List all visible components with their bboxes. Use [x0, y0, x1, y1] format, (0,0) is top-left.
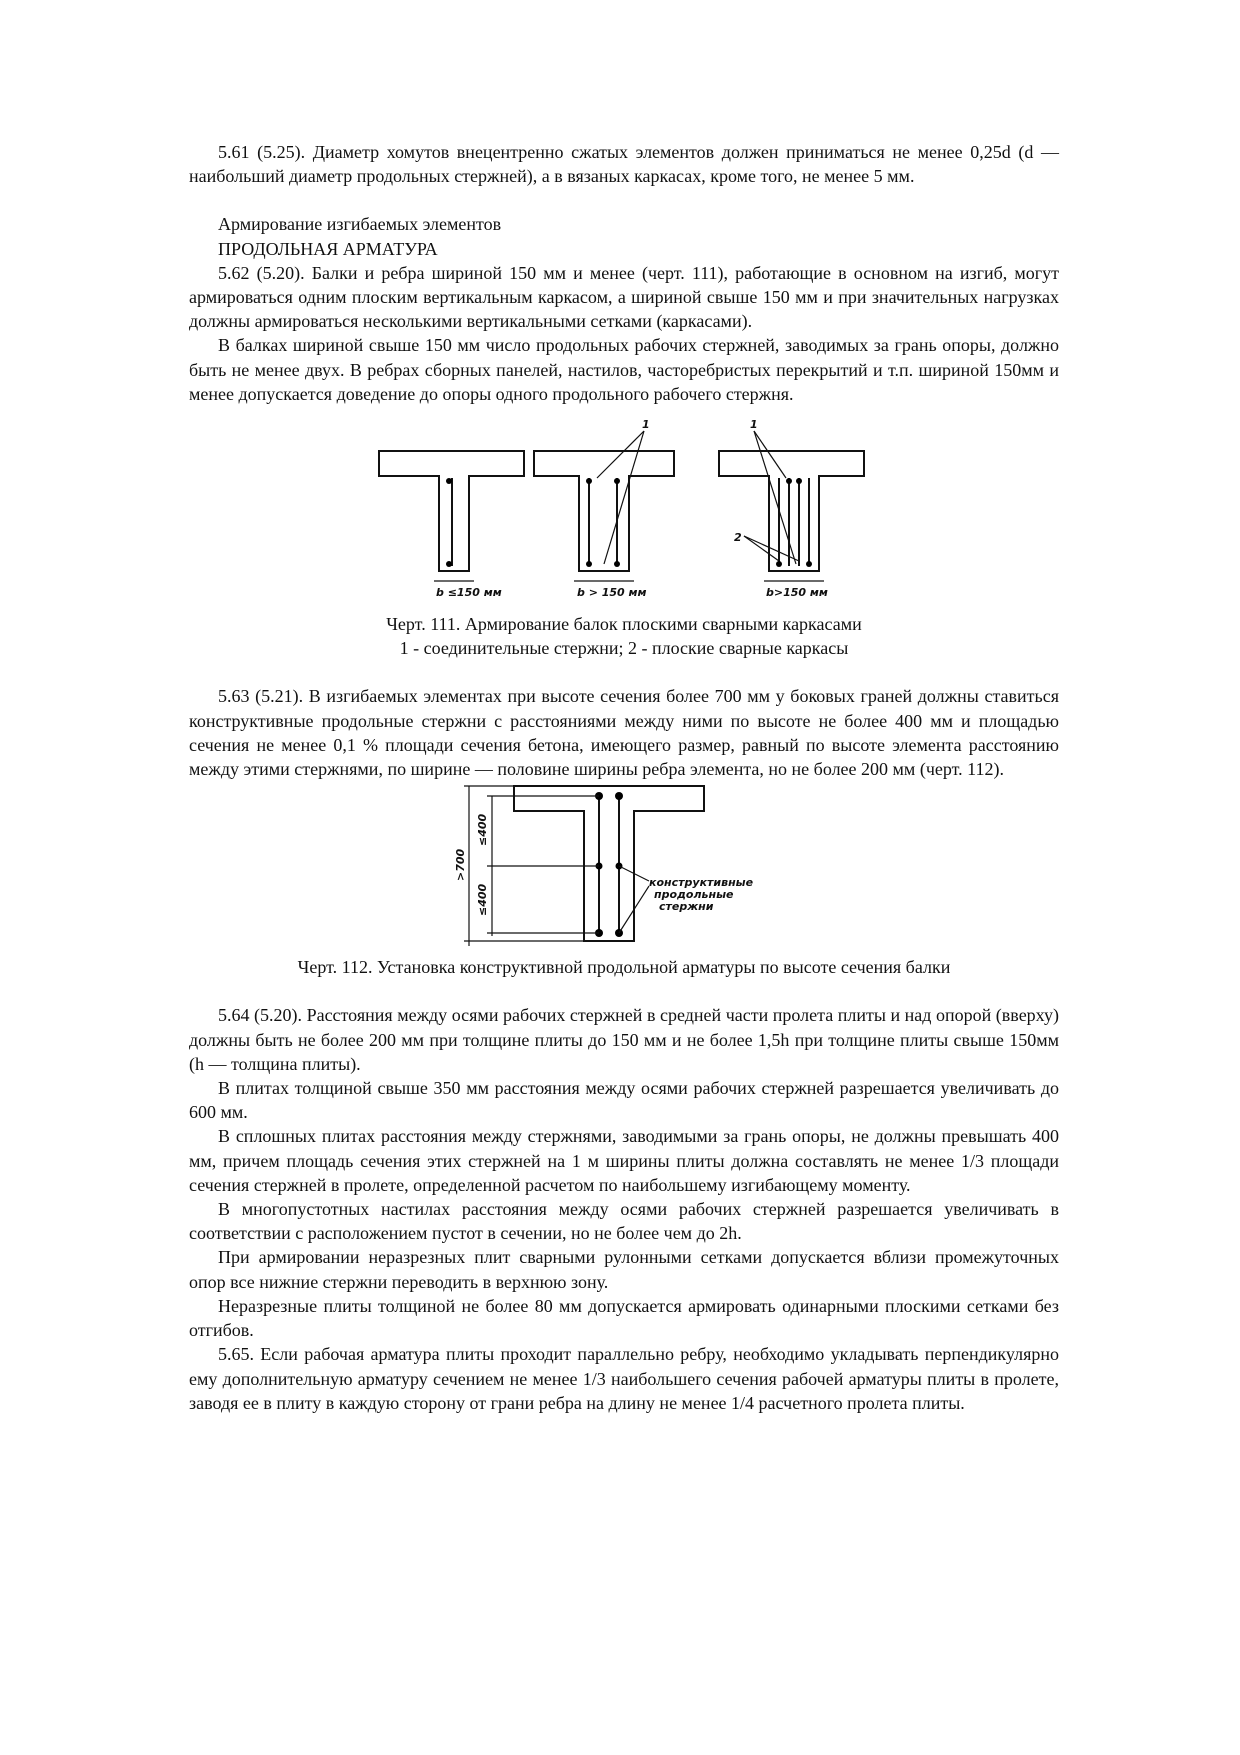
note-line-3: стержни — [659, 900, 714, 914]
document-page — [189, 140, 1059, 1415]
figure-111-caption: Черт. 111. Армирование балок плоскими сварными каркасами — [386, 614, 862, 635]
figure-112-caption: Черт. 112. Установка конструктивной продольной арматуры по высоте сечения балки — [297, 957, 951, 978]
paragraph: При армировании неразрезных плит сварными рулонными сетками допускается вблизи промежуточных опор все нижние стержни переводить в верхнюю зону. — [189, 1247, 1059, 1292]
dim-b1: b ≤150 мм — [436, 586, 502, 600]
note-line-2: продольные — [654, 888, 734, 902]
paragraph-5-64: 5.64 (5.20). Расстояния между осями рабочих стержней в средней части пролета плиты и над опорой (вверху) должны быть не более 200 мм при толщине плиты до 150 мм и не более 1,5h при толщине плиты свыше 150мм (h — толщина плиты). — [189, 1005, 1059, 1074]
paragraph: Неразрезные плиты толщиной не более 80 мм допускается армировать одинарными плоскими сетками без отгибов. — [189, 1295, 1059, 1341]
subsection-heading: ПРОДОЛЬНАЯ АРМАТУРА — [218, 238, 438, 259]
figure-111-legend: 1 - соединительные стержни; 2 - плоские сварные каркасы — [399, 638, 849, 659]
paragraph-5-63: 5.63 (5.21). В изгибаемых элементах при высоте сечения более 700 мм у боковых граней должны ставиться конструктивные продольные стержни с расстояниями между ними по высоте не более 400 мм и площадью сечения не менее 0,1 % площади сечения бетона, имеющего размер, равный по высоте элемента расстоянию между этими стержнями, по ширине — половине ширины ребра элемента, но не более 200 мм (черт. 112). — [189, 686, 1059, 780]
paragraph-5-62: 5.62 (5.20). Балки и ребра шириной 150 мм и менее (черт. 111), работающие в основном на изгиб, могут армироваться одним плоским вертикальным каркасом, а шириной свыше 150 мм и при значительных нагрузках должны армироваться несколькими вертикальными сетками (каркасами). — [189, 262, 1059, 332]
figure-111-drawing — [374, 416, 874, 606]
paragraph: В плитах толщиной свыше 350 мм расстояния между осями рабочих стержней разрешается увеличивать до 600 мм. — [189, 1078, 1059, 1123]
section-heading: Армирование изгибаемых элементов — [218, 214, 502, 235]
dim-top: ≤400 — [476, 814, 489, 847]
figure-112-drawing — [454, 781, 794, 951]
dim-bottom: ≤400 — [476, 884, 489, 917]
dim-b2: b > 150 мм — [577, 586, 647, 600]
dim-total: >700 — [454, 849, 467, 882]
paragraph: В балках шириной свыше 150 мм число продольных рабочих стержней, заводимых за грань опоры, должно быть не менее двух. В ребрах сборных панелей, настилов, часторебристых перекрытий и т.п. шириной 150мм и менее допускается доведение до опоры одного продольного рабочего стержня. — [189, 335, 1059, 404]
paragraph: В сплошных плитах расстояния между стержнями, заводимыми за грань опоры, не должны превышать 400 мм, причем площадь сечения этих стержней на 1 м ширины плиты должна составлять не менее 1/3 площади сечения стержней в пролете, определенной расчетом по наибольшему изгибающему моменту. — [189, 1126, 1059, 1195]
label-2: 2 — [734, 531, 742, 545]
note-line-1: конструктивные — [649, 876, 754, 890]
paragraph-5-61: 5.61 (5.25). Диаметр хомутов внецентренно сжатых элементов должен приниматься не менее 0,25d (d — наибольший диаметр продольных стержней), а в вязаных каркасах, кроме того, не менее 5 мм. — [189, 142, 1059, 187]
label-1: 1 — [750, 418, 758, 432]
paragraph: В многопустотных настилах расстояния между осями рабочих стержней разрешается увеличивать в соответствии с расположением пустот в сечении, но не более чем до 2h. — [189, 1199, 1059, 1244]
dim-b3: b>150 мм — [766, 586, 828, 600]
paragraph-5-65: 5.65. Если рабочая арматура плиты проходит параллельно ребру, необходимо укладывать перпендикулярно ему дополнительную арматуру сечением не менее 1/3 наибольшего сечения рабочей арматуры плиты в пролете, заводя ее в плиту в каждую сторону от грани ребра на длину не менее 1/4 расчетного пролета плиты. — [189, 1344, 1059, 1413]
label-1: 1 — [642, 418, 650, 432]
